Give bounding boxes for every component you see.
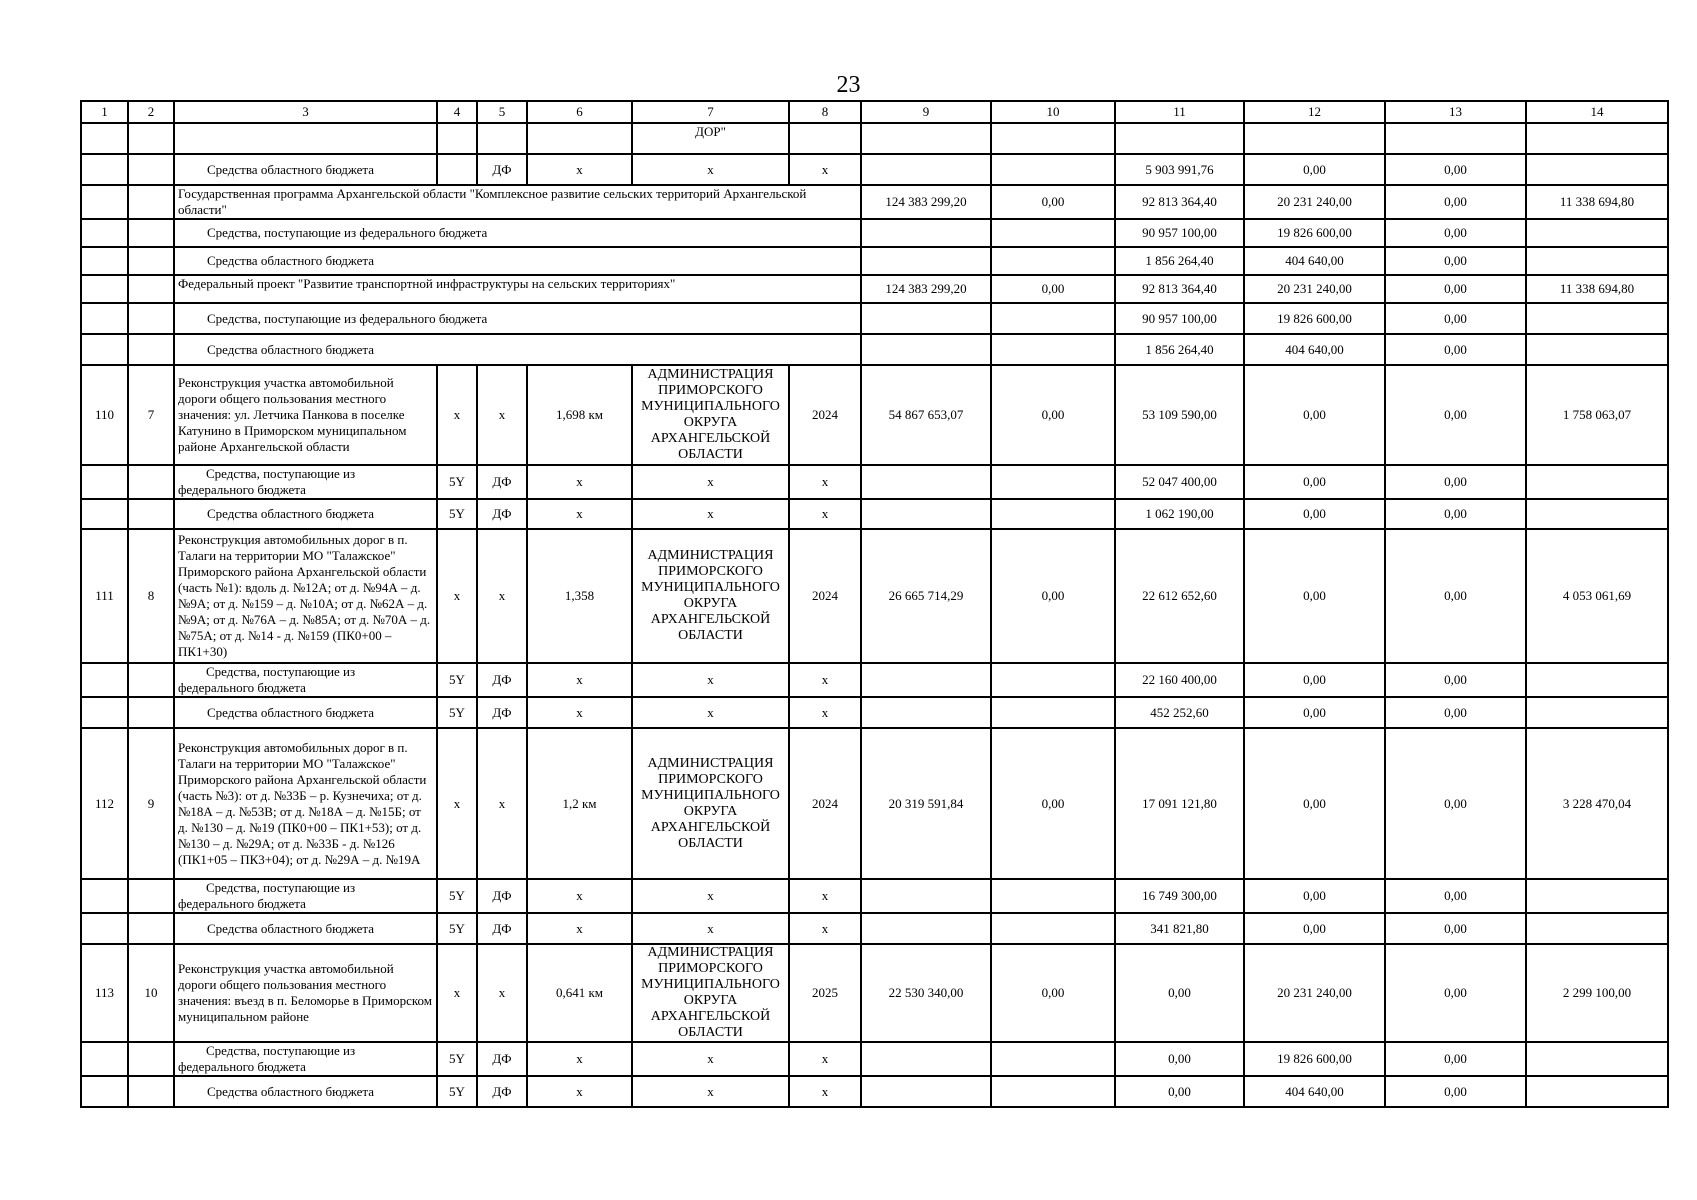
value-cell: х <box>632 1042 789 1076</box>
table-row <box>81 303 1668 334</box>
page-number: 23 <box>836 72 861 98</box>
header-cell: 5 <box>477 101 527 123</box>
amount-cell: 0,00 <box>1244 499 1385 529</box>
code-cell: ДФ <box>477 1042 527 1076</box>
code-cell: ДФ <box>477 465 527 499</box>
value-cell: х <box>527 879 632 913</box>
amount-cell: 0,00 <box>1244 913 1385 944</box>
amount-cell: 90 957 100,00 <box>1115 303 1244 334</box>
header-cell: 2 <box>128 101 174 123</box>
code-cell: ДФ <box>477 663 527 697</box>
object-name: Реконструкция участка автомобильной дороги общего пользования местного значения: ул. Летчика Панкова в поселке Катунино в Приморском муниципальном районе Архангельской области <box>174 365 437 465</box>
amount-cell: 0,00 <box>991 365 1115 465</box>
value-cell: х <box>632 154 789 185</box>
amount-cell: 92 813 364,40 <box>1115 275 1244 303</box>
value-cell: х <box>789 465 861 499</box>
amount-cell: 0,00 <box>1244 663 1385 697</box>
amount-cell: 0,00 <box>1115 1042 1244 1076</box>
table-row <box>81 529 1668 663</box>
amount-cell: 0,00 <box>1385 879 1526 913</box>
amount-cell: 11 338 694,80 <box>1526 185 1668 219</box>
table-row <box>81 944 1668 1042</box>
code-cell: 5Y <box>437 499 477 529</box>
amount-cell: 0,00 <box>1385 663 1526 697</box>
amount-cell: 20 319 591,84 <box>861 728 991 879</box>
table-row <box>81 728 1668 879</box>
code-cell: ДФ <box>477 913 527 944</box>
organization-cell: АДМИНИСТРАЦИЯ ПРИМОРСКОГО МУНИЦИПАЛЬНОГО ОКРУГА АРХАНГЕЛЬСКОЙ ОБЛАСТИ <box>632 365 789 465</box>
value-cell: х <box>477 529 527 663</box>
amount-cell: 0,00 <box>1115 944 1244 1042</box>
value-cell: х <box>632 879 789 913</box>
table-row <box>81 365 1668 465</box>
code-cell: ДФ <box>477 879 527 913</box>
table-row <box>81 913 1668 944</box>
row-index: 9 <box>128 728 174 879</box>
table-row <box>81 465 1668 499</box>
amount-cell: 20 231 240,00 <box>1244 185 1385 219</box>
value-cell: х <box>527 154 632 185</box>
funding-source: Средства, поступающие из федерального бюджета <box>174 219 861 247</box>
header-cell: 4 <box>437 101 477 123</box>
funding-source <box>174 1042 437 1076</box>
header-cell: 7 <box>632 101 789 123</box>
table-row <box>81 663 1668 697</box>
funding-source-line: федерального бюджета <box>178 1059 306 1074</box>
amount-cell: 20 231 240,00 <box>1244 275 1385 303</box>
amount-cell: 20 231 240,00 <box>1244 944 1385 1042</box>
organization-cell: ДОР" <box>632 123 789 154</box>
amount-cell: 53 109 590,00 <box>1115 365 1244 465</box>
length-cell: 0,641 км <box>527 944 632 1042</box>
table-row <box>81 1076 1668 1107</box>
amount-cell: 11 338 694,80 <box>1526 275 1668 303</box>
code-cell: ДФ <box>477 499 527 529</box>
amount-cell: 404 640,00 <box>1244 1076 1385 1107</box>
funding-source <box>174 663 437 697</box>
code-cell: 5Y <box>437 879 477 913</box>
header-cell: 14 <box>1526 101 1668 123</box>
header-cell: 8 <box>789 101 861 123</box>
row-index: 8 <box>128 529 174 663</box>
funding-source-line: Средства, поступающие из <box>206 1043 356 1058</box>
value-cell: х <box>789 154 861 185</box>
code-cell: ДФ <box>477 1076 527 1107</box>
amount-cell: 0,00 <box>1385 219 1526 247</box>
amount-cell: 0,00 <box>1115 1076 1244 1107</box>
funding-source <box>174 879 437 913</box>
funding-source: Средства областного бюджета <box>174 913 437 944</box>
amount-cell: 0,00 <box>1385 275 1526 303</box>
header-cell: 10 <box>991 101 1115 123</box>
table-row <box>81 219 1668 247</box>
amount-cell: 17 091 121,80 <box>1115 728 1244 879</box>
amount-cell: 0,00 <box>991 944 1115 1042</box>
header-row <box>81 101 1668 123</box>
amount-cell: 22 160 400,00 <box>1115 663 1244 697</box>
header-cell: 6 <box>527 101 632 123</box>
table-row <box>81 697 1668 728</box>
value-cell: х <box>789 499 861 529</box>
value-cell: х <box>527 1076 632 1107</box>
amount-cell: 19 826 600,00 <box>1244 303 1385 334</box>
year-cell: 2024 <box>789 365 861 465</box>
row-number: 110 <box>81 365 128 465</box>
row-number: 112 <box>81 728 128 879</box>
value-cell: х <box>632 913 789 944</box>
amount-cell: 54 867 653,07 <box>861 365 991 465</box>
table-row <box>81 123 1668 154</box>
amount-cell: 124 383 299,20 <box>861 275 991 303</box>
amount-cell: 1 062 190,00 <box>1115 499 1244 529</box>
amount-cell: 19 826 600,00 <box>1244 219 1385 247</box>
object-name: Реконструкция участка автомобильной дороги общего пользования местного значения: въезд в п. Беломорье в Приморском муниципальном районе <box>174 944 437 1042</box>
amount-cell: 26 665 714,29 <box>861 529 991 663</box>
amount-cell: 0,00 <box>1244 697 1385 728</box>
value-cell: х <box>789 1042 861 1076</box>
project-title: Федеральный проект "Развитие транспортной инфраструктуры на сельских территориях" <box>174 275 861 303</box>
program-title: Государственная программа Архангельской области "Комплексное развитие сельских территорий Архангельской области" <box>174 185 861 219</box>
row-number: 113 <box>81 944 128 1042</box>
header-cell: 3 <box>174 101 437 123</box>
funding-source-line: Средства, поступающие из <box>206 466 356 481</box>
amount-cell: 0,00 <box>991 185 1115 219</box>
amount-cell: 0,00 <box>1385 944 1526 1042</box>
code-cell: 5Y <box>437 465 477 499</box>
value-cell: х <box>437 365 477 465</box>
value-cell: х <box>632 465 789 499</box>
amount-cell: 0,00 <box>991 728 1115 879</box>
code-cell: 5Y <box>437 697 477 728</box>
funding-source <box>174 465 437 499</box>
value-cell: х <box>477 365 527 465</box>
amount-cell: 0,00 <box>1244 154 1385 185</box>
value-cell: х <box>789 879 861 913</box>
year-cell: 2024 <box>789 728 861 879</box>
code-cell: ДФ <box>477 154 527 185</box>
amount-cell: 92 813 364,40 <box>1115 185 1244 219</box>
funding-source-line: Средства, поступающие из <box>206 664 356 679</box>
amount-cell: 0,00 <box>1385 697 1526 728</box>
amount-cell: 0,00 <box>1244 465 1385 499</box>
code-cell: 5Y <box>437 663 477 697</box>
value-cell: х <box>632 697 789 728</box>
amount-cell: 0,00 <box>1385 334 1526 365</box>
amount-cell: 90 957 100,00 <box>1115 219 1244 247</box>
amount-cell: 341 821,80 <box>1115 913 1244 944</box>
value-cell: х <box>477 944 527 1042</box>
funding-source: Средства областного бюджета <box>174 154 437 185</box>
organization-cell: АДМИНИСТРАЦИЯ ПРИМОРСКОГО МУНИЦИПАЛЬНОГО ОКРУГА АРХАНГЕЛЬСКОЙ ОБЛАСТИ <box>632 529 789 663</box>
row-index: 7 <box>128 365 174 465</box>
value-cell: х <box>437 944 477 1042</box>
amount-cell: 0,00 <box>1244 529 1385 663</box>
amount-cell: 2 299 100,00 <box>1526 944 1668 1042</box>
header-cell: 1 <box>81 101 128 123</box>
code-cell: ДФ <box>477 697 527 728</box>
value-cell: х <box>789 663 861 697</box>
value-cell: х <box>789 913 861 944</box>
table-row <box>81 499 1668 529</box>
amount-cell: 0,00 <box>1385 1076 1526 1107</box>
amount-cell: 0,00 <box>1385 728 1526 879</box>
funding-source: Средства областного бюджета <box>174 247 861 275</box>
amount-cell: 0,00 <box>1385 529 1526 663</box>
organization-cell: АДМИНИСТРАЦИЯ ПРИМОРСКОГО МУНИЦИПАЛЬНОГО ОКРУГА АРХАНГЕЛЬСКОЙ ОБЛАСТИ <box>632 944 789 1042</box>
value-cell: х <box>632 499 789 529</box>
amount-cell: 22 530 340,00 <box>861 944 991 1042</box>
header-cell: 11 <box>1115 101 1244 123</box>
amount-cell: 0,00 <box>1385 1042 1526 1076</box>
value-cell: х <box>437 728 477 879</box>
value-cell: х <box>527 913 632 944</box>
row-index: 10 <box>128 944 174 1042</box>
amount-cell: 0,00 <box>991 275 1115 303</box>
funding-source: Средства областного бюджета <box>174 697 437 728</box>
funding-source: Средства, поступающие из федерального бюджета <box>174 303 861 334</box>
amount-cell: 404 640,00 <box>1244 334 1385 365</box>
value-cell: х <box>527 465 632 499</box>
funding-source-line: федерального бюджета <box>178 680 306 695</box>
table-row <box>81 334 1668 365</box>
object-name: Реконструкция автомобильных дорог в п. Талаги на территории МО "Талажское" Приморского района Архангельской области (часть №1): вдоль д. №12А; от д. №94А – д. №9А; от д. №159 – д. №10А; от д. №62А – д. №9А; от д. №76А – д. №85А; от д. №70А – д. №75А; от д. №14 - д. №159 (ПК0+00 – ПК1+30) <box>174 529 437 663</box>
code-cell: 5Y <box>437 1076 477 1107</box>
value-cell: х <box>527 499 632 529</box>
code-cell: 5Y <box>437 1042 477 1076</box>
amount-cell: 404 640,00 <box>1244 247 1385 275</box>
table-row <box>81 275 1668 303</box>
funding-source-line: федерального бюджета <box>178 896 306 911</box>
amount-cell: 0,00 <box>1385 185 1526 219</box>
amount-cell: 5 903 991,76 <box>1115 154 1244 185</box>
amount-cell: 16 749 300,00 <box>1115 879 1244 913</box>
value-cell: х <box>437 529 477 663</box>
length-cell: 1,2 км <box>527 728 632 879</box>
year-cell: 2025 <box>789 944 861 1042</box>
amount-cell: 3 228 470,04 <box>1526 728 1668 879</box>
value-cell: х <box>527 663 632 697</box>
value-cell: х <box>789 1076 861 1107</box>
table-row <box>81 247 1668 275</box>
organization-cell: АДМИНИСТРАЦИЯ ПРИМОРСКОГО МУНИЦИПАЛЬНОГО ОКРУГА АРХАНГЕЛЬСКОЙ ОБЛАСТИ <box>632 728 789 879</box>
value-cell: х <box>477 728 527 879</box>
amount-cell: 0,00 <box>1385 247 1526 275</box>
header-cell: 13 <box>1385 101 1526 123</box>
amount-cell: 1 856 264,40 <box>1115 247 1244 275</box>
funding-source-line: Средства, поступающие из <box>206 880 356 895</box>
object-name: Реконструкция автомобильных дорог в п. Талаги на территории МО "Талажское" Приморского района Архангельской области (часть №3): от д. №33Б – р. Кузнечиха; от д. №18А – д. №53В; от д. №18А – д. №15Б; от д. №130 – д. №19 (ПК0+00 – ПК1+53); от д. №130 – д. №29А; от д. №33Б - д. №126 (ПК1+05 – ПК3+04); от д. №29А – д. №19А <box>174 728 437 879</box>
amount-cell: 0,00 <box>1244 365 1385 465</box>
table-row <box>81 879 1668 913</box>
header-cell: 12 <box>1244 101 1385 123</box>
table-row <box>81 185 1668 219</box>
amount-cell: 52 047 400,00 <box>1115 465 1244 499</box>
amount-cell: 0,00 <box>1385 154 1526 185</box>
value-cell: х <box>632 663 789 697</box>
amount-cell: 452 252,60 <box>1115 697 1244 728</box>
row-number: 111 <box>81 529 128 663</box>
amount-cell: 0,00 <box>991 529 1115 663</box>
amount-cell: 4 053 061,69 <box>1526 529 1668 663</box>
funding-source-line: федерального бюджета <box>178 482 306 497</box>
amount-cell: 1 758 063,07 <box>1526 365 1668 465</box>
header-cell: 9 <box>861 101 991 123</box>
funding-source: Средства областного бюджета <box>174 1076 437 1107</box>
length-cell: 1,698 км <box>527 365 632 465</box>
funding-source: Средства областного бюджета <box>174 499 437 529</box>
amount-cell: 0,00 <box>1385 499 1526 529</box>
amount-cell: 0,00 <box>1385 465 1526 499</box>
amount-cell: 0,00 <box>1385 913 1526 944</box>
amount-cell: 124 383 299,20 <box>861 185 991 219</box>
value-cell: х <box>632 1076 789 1107</box>
value-cell: х <box>789 697 861 728</box>
year-cell: 2024 <box>789 529 861 663</box>
code-cell: 5Y <box>437 913 477 944</box>
amount-cell: 0,00 <box>1385 303 1526 334</box>
amount-cell: 19 826 600,00 <box>1244 1042 1385 1076</box>
amount-cell: 0,00 <box>1244 728 1385 879</box>
table-row <box>81 154 1668 185</box>
length-cell: 1,358 <box>527 529 632 663</box>
amount-cell: 22 612 652,60 <box>1115 529 1244 663</box>
amount-cell: 0,00 <box>1385 365 1526 465</box>
table-row <box>81 1042 1668 1076</box>
budget-table <box>80 100 1669 1108</box>
value-cell: х <box>527 697 632 728</box>
amount-cell: 0,00 <box>1244 879 1385 913</box>
funding-source: Средства областного бюджета <box>174 334 861 365</box>
amount-cell: 1 856 264,40 <box>1115 334 1244 365</box>
value-cell: х <box>527 1042 632 1076</box>
